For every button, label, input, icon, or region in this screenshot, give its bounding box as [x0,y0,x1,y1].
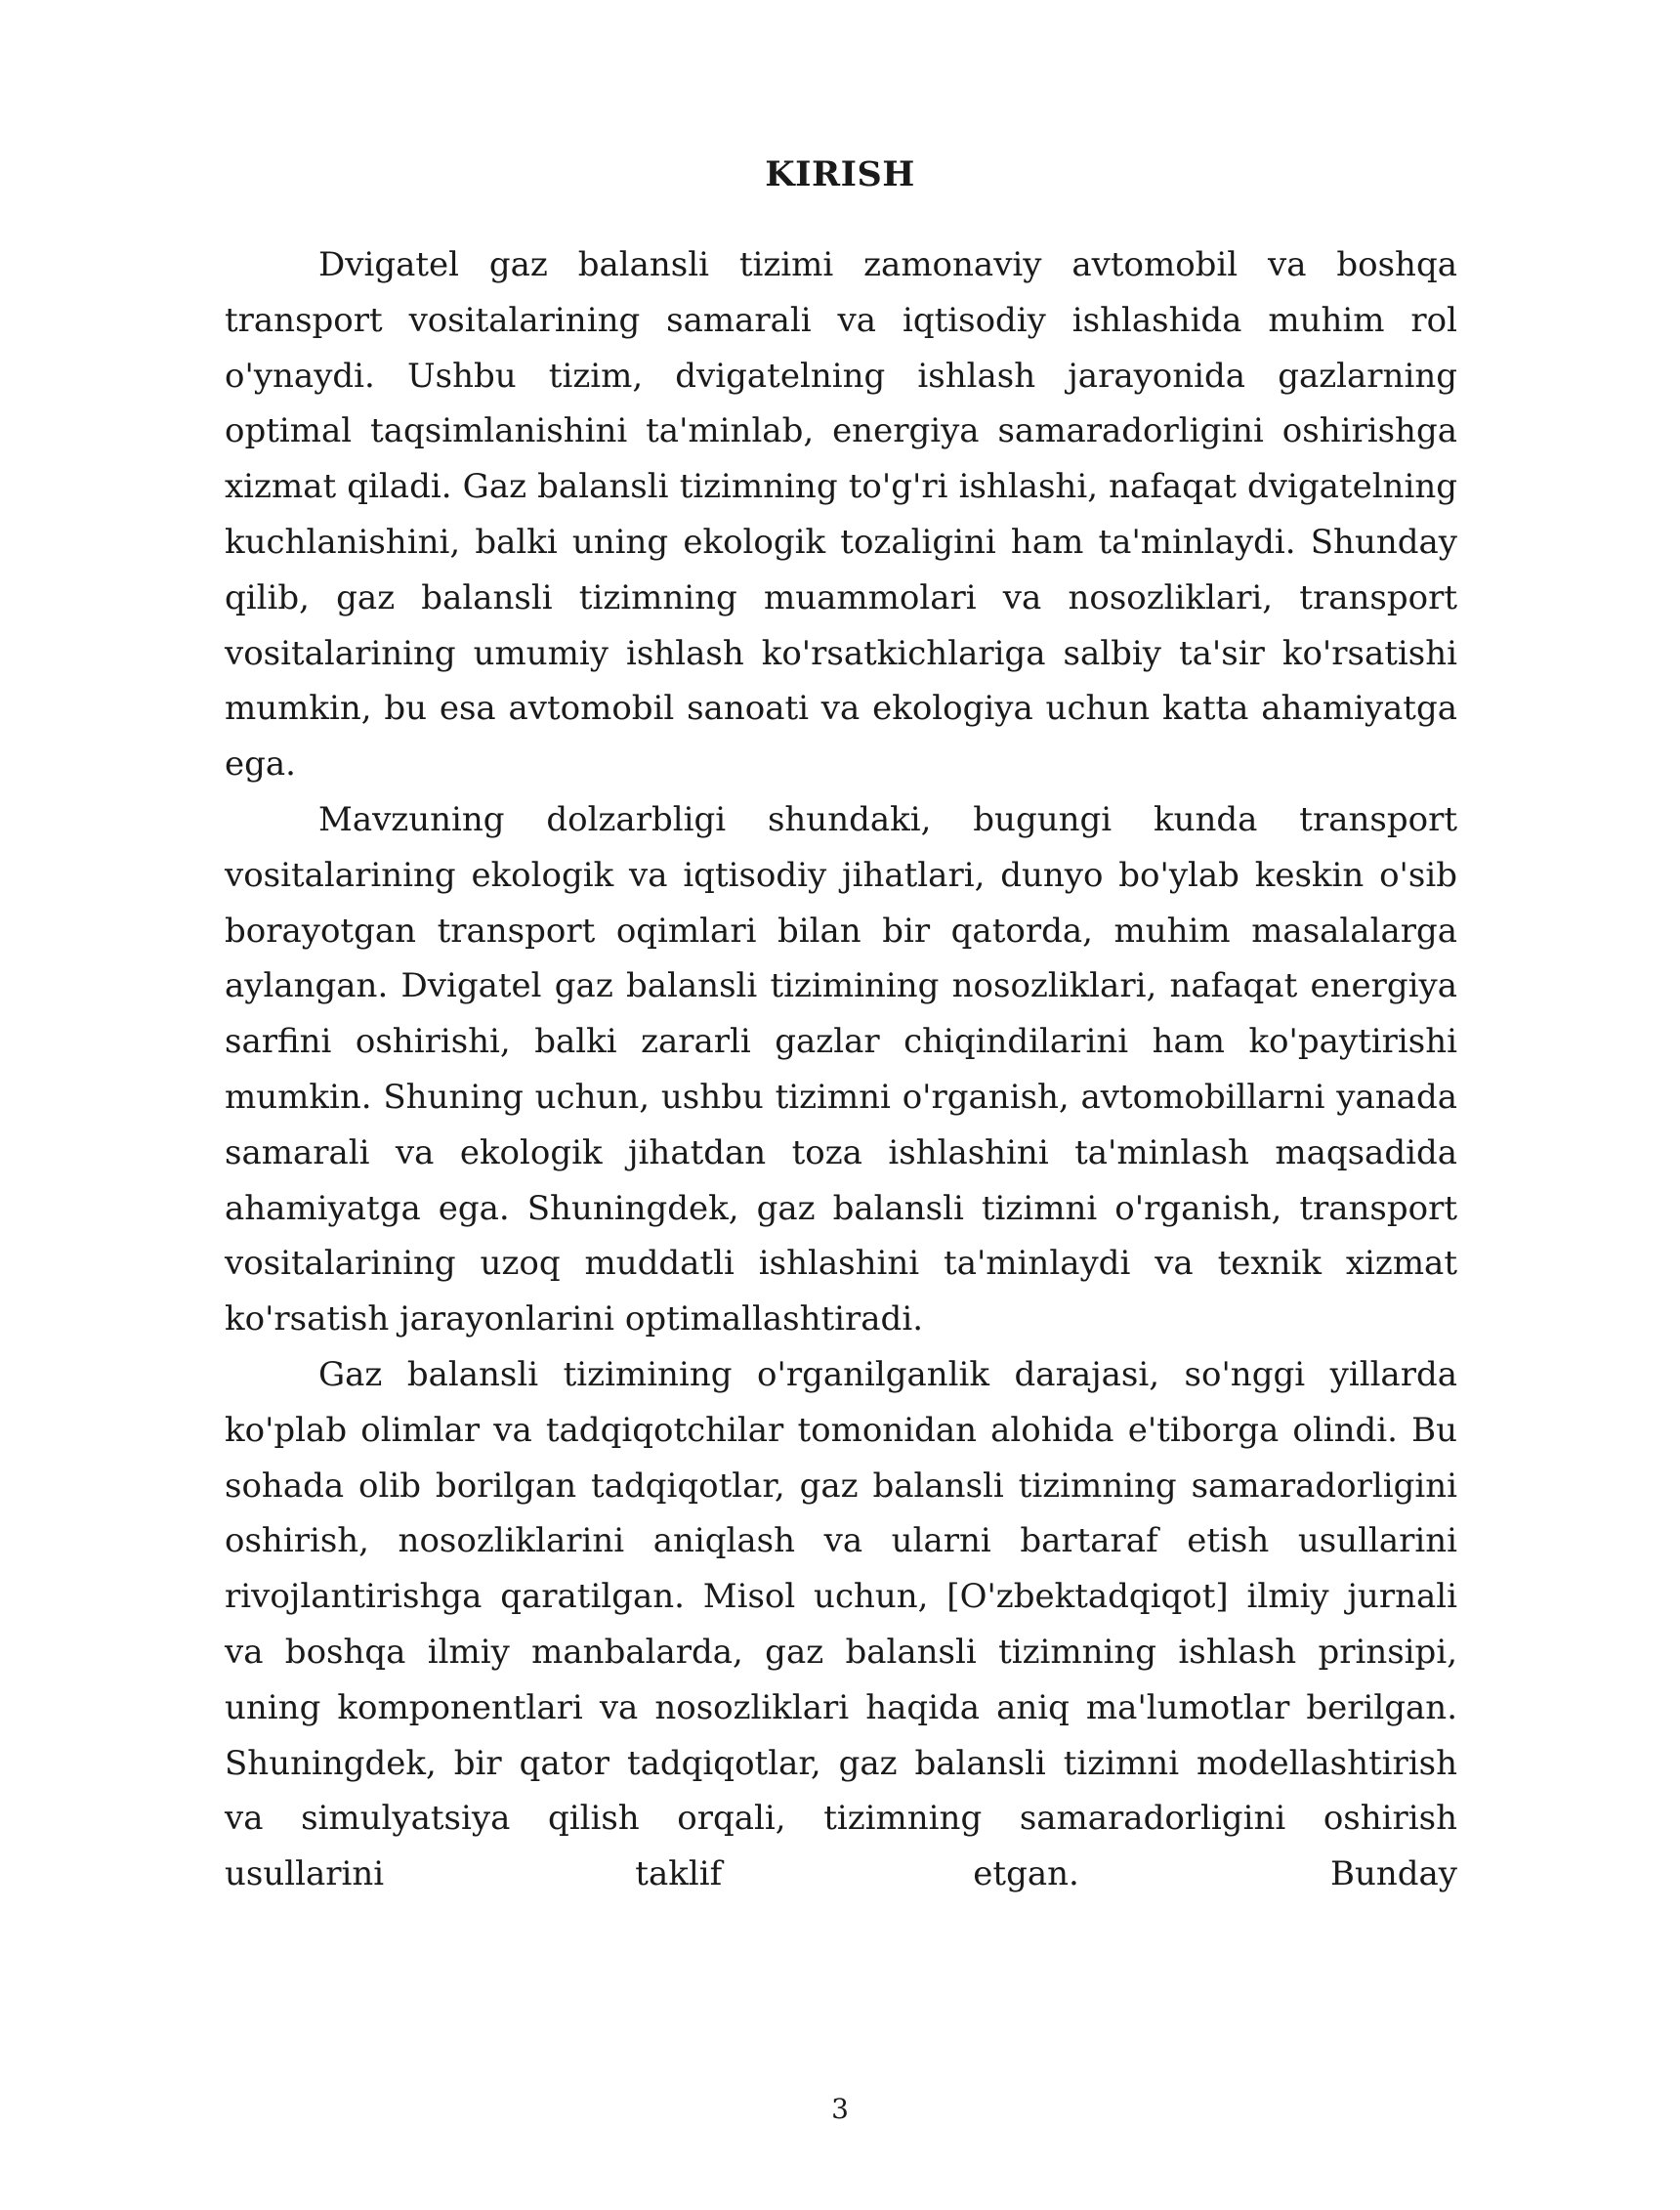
paragraph-study-level: Gaz balansli tizimining o'rganilganlik darajasi, so'nggi yillarda ko'plab olimlar va tadqiqotchilar tomonidan alohida e'tiborga olindi. Bu sohada olib borilgan tadqiqotlar, gaz balansli tizimning samaradorligini oshirish, nosozliklarini aniqlash va ularni bartaraf etish usullarini rivojlantirishga qaratilgan. Misol uchun, [O'zbektadqiqot] ilmiy jurnali va boshqa ilmiy manbalarda, gaz balansli tizimning ishlash prinsipi, uning komponentlari va nosozliklari haqida aniq ma'lumotlar berilgan. Shuningdek, bir qator tadqiqotlar, gaz balansli tizimni modellashtirish va simulyatsiya qilish orqali, tizimning samaradorligini oshirish usullarini taklif etgan. Bunday [225,1354,1457,1894]
paragraph-relevance: Mavzuning dolzarbligi shundaki, bugungi kunda transport vositalarining ekologik va iqtisodiy jihatlari, dunyo bo'ylab keskin o'sib borayotgan transport oqimlari bilan bir qatorda, muhim masalalarga aylangan. Dvigatel gaz balansli tizimining nosozliklari, nafaqat energiya sarfini oshirishi, balki zararli gazlar chiqindilarini ham ko'paytirishi mumkin. Shuning uchun, ushbu tizimni o'rganish, avtomobillarni yanada samarali va ekologik jihatdan toza ishlashini ta'minlash maqsadida ahamiyatga ega. Shuningdek, gaz balansli tizimni o'rganish, transport vositalarining uzoq muddatli ishlashini ta'minlaydi va texnik xizmat ko'rsatish jarayonlarini optimallashtiradi. [225,799,1457,1339]
page-title: KIRISH [765,154,915,194]
paragraph-intro: Dvigatel gaz balansli tizimi zamonaviy avtomobil va boshqa transport vositalarining samarali va iqtisodiy ishlashida muhim rol o'ynaydi. Ushbu tizim, dvigatelning ishlash jarayonida gazlarning optimal taqsimlanishini ta'minlab, energiya samaradorligini oshirishga xizmat qiladi. Gaz balansli tizimning to'g'ri ishlashi, nafaqat dvigatelning kuchlanishini, balki uning ekologik tozaligini ham ta'minlaydi. Shunday qilib, gaz balansli tizimning muammolari va nosozliklari, transport vositalarining umumiy ishlash ko'rsatkichlariga salbiy ta'sir ko'rsatishi mumkin, bu esa avtomobil sanoati va ekologiya uchun katta ahamiyatga ega. [225,245,1457,785]
body-text [225,237,1457,1894]
page-number: 3 [831,2093,849,2125]
